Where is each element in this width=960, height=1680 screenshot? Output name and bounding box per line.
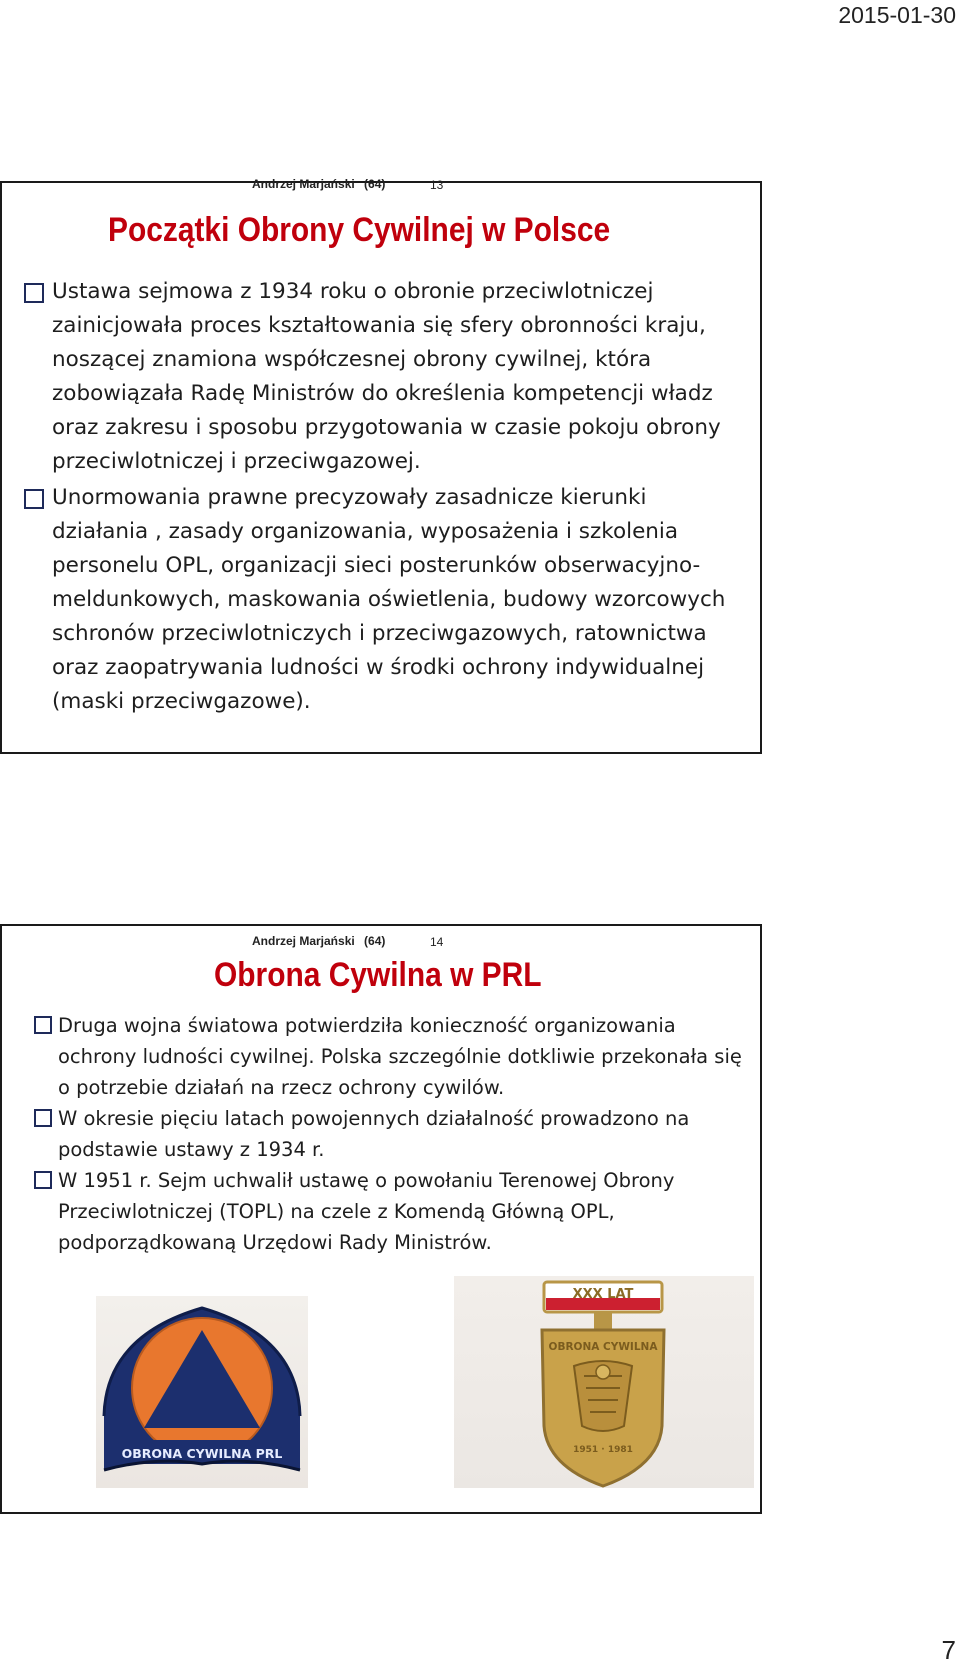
header-age: (64): [364, 177, 386, 191]
bullet-text: W okresie pięciu latach powojennych działalność prowadzono na podstawie ustawy z 1934 r.: [58, 1107, 690, 1161]
slide-13: [0, 177, 762, 754]
slide-14: [0, 924, 762, 1514]
page-number: 7: [941, 1635, 956, 1665]
page-date: 2015-01-30: [838, 2, 956, 28]
patch-icon: [96, 1296, 308, 1488]
slide-number: 13: [430, 178, 444, 192]
checkbox-icon: [24, 489, 44, 509]
slide-number: 14: [430, 935, 444, 949]
bullet-text: W 1951 r. Sejm uchwalił ustawę o powołaniu Terenowej Obrony Przeciwlotniczej (TOPL) na czele z Komendą Główną OPL, podporządkowaną Urzędowi Rady Ministrów.: [58, 1169, 675, 1254]
header-author: Andrzej Marjański: [252, 177, 355, 191]
list-item: [34, 1103, 744, 1165]
checkbox-icon: [34, 1109, 52, 1127]
list-item: [24, 275, 744, 479]
medal-years: 1951 · 1981: [573, 1445, 633, 1455]
header-age: (64): [364, 934, 386, 948]
list-item: [34, 1165, 744, 1258]
slide-header: [252, 177, 444, 192]
patch-text: OBRONA CYWILNA PRL: [121, 1446, 283, 1461]
checkbox-icon: [34, 1016, 52, 1034]
list-item: [24, 481, 744, 719]
medal-ribbon-text: XXX LAT: [572, 1287, 634, 1302]
checkbox-icon: [24, 283, 44, 303]
bullet-text: Druga wojna światowa potwierdziła konieczność organizowania ochrony ludności cywilnej. Polska szczególnie dotkliwie przekonała się o potrzebie działań na rzecz ochrony cywilów.: [58, 1014, 742, 1099]
bullet-list: [24, 275, 744, 719]
bullet-list: [34, 1010, 744, 1258]
header-author: Andrzej Marjański: [252, 934, 355, 948]
medal-text: OBRONA CYWILNA: [548, 1341, 658, 1353]
checkbox-icon: [34, 1171, 52, 1189]
slide-title: Obrona Cywilna w PRL: [214, 956, 542, 994]
slide-header: [252, 934, 444, 949]
list-item: [34, 1010, 744, 1103]
civil-defense-patch-image: [96, 1296, 308, 1488]
bullet-text: Unormowania prawne precyzowały zasadnicze kierunki działania , zasady organizowania, wyposażenia i szkolenia personelu OPL, organizacji sieci posterunków obserwacyjno-meldunkowych, maskowania oświetlenia, budowy wzorcowych schronów przeciwlotniczych i przeciwgazowych, ratownictwa oraz zaopatrywania ludności w środki ochrony indywidualnej (maski przeciwgazowe).: [52, 485, 726, 714]
slide-title: Początki Obrony Cywilnej w Polsce: [108, 211, 611, 249]
anniversary-medal-image: [454, 1276, 754, 1488]
bullet-text: Ustawa sejmowa z 1934 roku o obronie przeciwlotniczej zainicjowała proces kształtowania się sfery obronności kraju, noszącej znamiona współczesnej obrony cywilnej, która zobowiązała Radę Ministrów do określenia kompetencji władz oraz zakresu i sposobu przygotowania w czasie pokoju obrony przeciwlotniczej i przeciwgazowej.: [52, 279, 721, 474]
medal-icon: [454, 1276, 754, 1488]
